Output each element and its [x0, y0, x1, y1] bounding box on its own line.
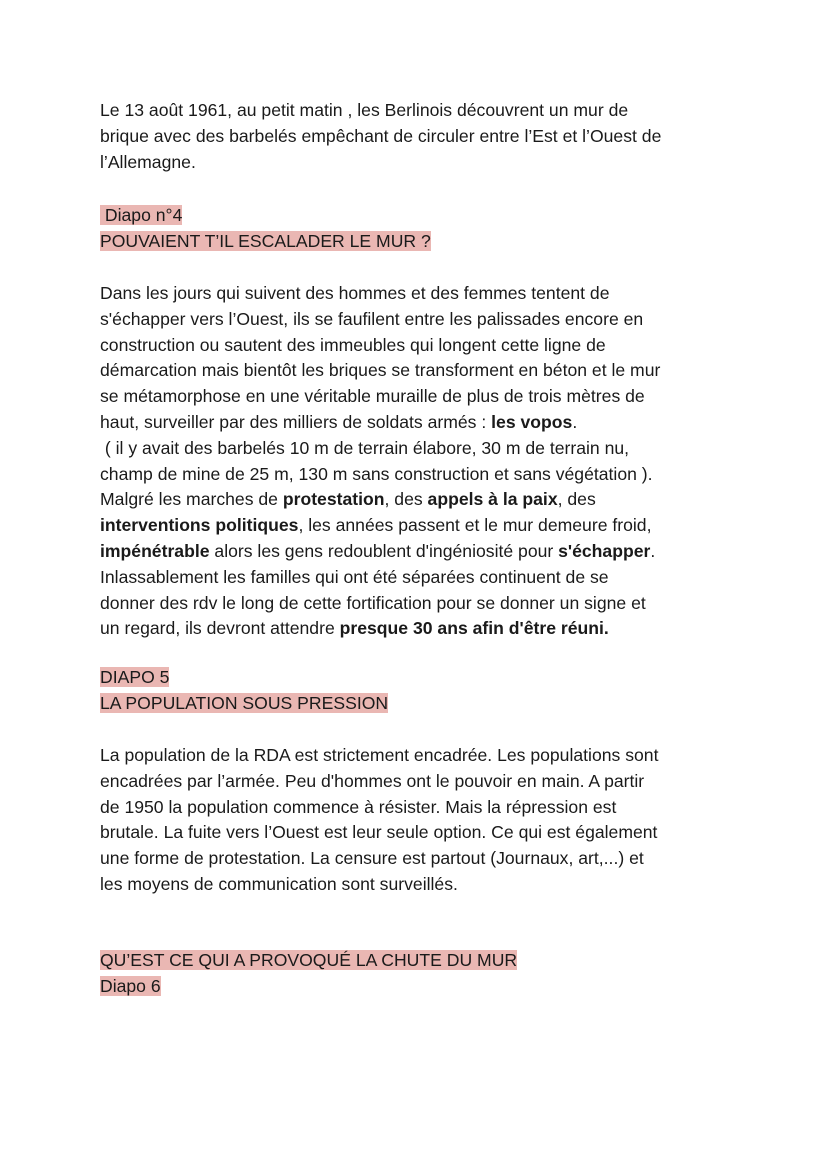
intro-line: Le 13 août 1961, au petit matin , les Berlinois découvrent un mur de	[100, 100, 629, 120]
section5-line: les moyens de communication sont surveillés.	[100, 873, 458, 894]
section4-line	[100, 410, 740, 436]
section5-line: une forme de protestation. La censure est partout (Journaux, art,...) et	[100, 848, 644, 869]
bold-text-appels: appels à la paix	[427, 489, 558, 510]
section5-heading	[100, 665, 740, 717]
section4-line: champ de mine de 25 m, 130 m sans construction et sans végétation ).	[100, 463, 653, 484]
intro-line: l’Allemagne.	[100, 151, 196, 172]
section4-line	[100, 513, 740, 539]
section4-line: Dans les jours qui suivent des hommes et des femmes tentent de	[100, 283, 610, 303]
bold-text-interventions: interventions politiques	[100, 515, 299, 536]
text-run: Malgré les marches de	[100, 489, 283, 510]
text-run: .	[572, 411, 578, 432]
bold-text-impenetrable: impénétrable	[100, 540, 210, 561]
diapo-4-label: Diapo n°4	[100, 205, 183, 225]
bold-text-echapper: s'échapper	[558, 540, 651, 561]
section6-title: QU’EST CE QUI A PROVOQUÉ LA CHUTE DU MUR	[100, 950, 518, 970]
bold-text-protestation: protestation	[282, 489, 385, 510]
section4-line: construction ou sautent des immeubles qui longent cette ligne de	[100, 334, 606, 355]
section4-line: démarcation mais bientôt les briques se transforment en béton et le mur	[100, 360, 661, 381]
section4-line	[100, 616, 740, 642]
intro-line: brique avec des barbelés empêchant de circuler entre l’Est et l’Ouest de	[100, 125, 662, 146]
section5-line: de 1950 la population commence à résister. Mais la répression est	[100, 796, 617, 817]
section4-paragraph	[100, 281, 740, 642]
text-run: , des	[557, 489, 596, 510]
diapo-5-label: DIAPO 5	[100, 667, 170, 687]
text-run: alors les gens redoublent d'ingéniosité pour	[209, 540, 559, 561]
section4-heading	[100, 203, 740, 255]
text-run: .	[650, 540, 656, 561]
text-run: , des	[384, 489, 428, 510]
section4-line	[100, 487, 740, 513]
section4-line: donner des rdv le long de cette fortification pour se donner un signe et	[100, 592, 646, 613]
bold-text-vopos: les vopos	[491, 411, 573, 432]
section5-line: brutale. La fuite vers l’Ouest est leur seule option. Ce qui est également	[100, 822, 658, 843]
section4-line: ( il y avait des barbelés 10 m de terrain élabore, 30 m de terrain nu,	[100, 437, 630, 458]
section5-line: encadrées par l’armée. Peu d'hommes ont le pouvoir en main. A partir	[100, 770, 645, 791]
section4-line: se métamorphose en une véritable muraille de plus de trois mètres de	[100, 386, 645, 407]
intro-paragraph	[100, 98, 740, 175]
text-run: haut, surveiller par des milliers de soldats armés :	[100, 411, 492, 432]
section5-paragraph	[100, 743, 740, 898]
section6-heading	[100, 948, 740, 1000]
section5-line: La population de la RDA est strictement encadrée. Les populations sont	[100, 745, 659, 765]
section5-title: LA POPULATION SOUS PRESSION	[100, 692, 389, 713]
section4-line: s'échapper vers l’Ouest, ils se faufilent entre les palissades encore en	[100, 308, 644, 329]
text-run: un regard, ils devront attendre	[100, 618, 340, 639]
text-run: , les années passent et le mur demeure froid,	[298, 515, 652, 536]
diapo-6-label: Diapo 6	[100, 975, 161, 996]
section4-line: Inlassablement les familles qui ont été séparées continuent de se	[100, 566, 609, 587]
section4-title: POUVAIENT T’IL ESCALADER LE MUR ?	[100, 230, 431, 251]
bold-text-30-ans: presque 30 ans afin d'être réuni.	[339, 618, 609, 639]
section4-line	[100, 539, 740, 565]
